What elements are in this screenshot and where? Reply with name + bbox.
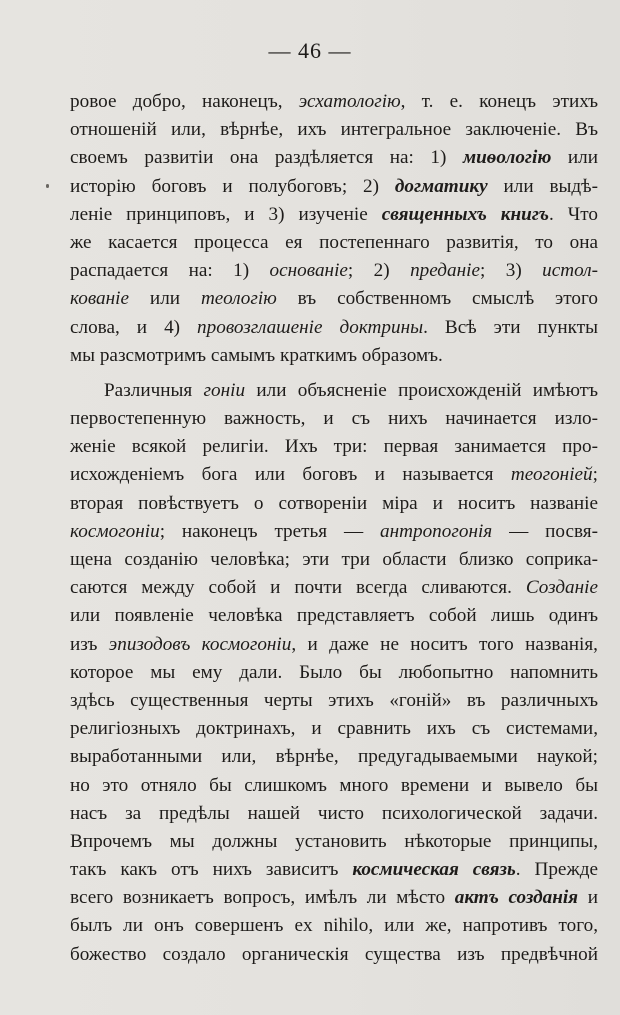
text-line (70, 941, 598, 969)
text-segment: или (551, 147, 598, 169)
text-line (70, 772, 598, 800)
text-segment: или выдѣ- (487, 175, 598, 197)
text-segment: ; (592, 464, 598, 486)
text-segment: въ собственномъ смыслѣ этого (276, 288, 598, 310)
text-line (70, 546, 598, 574)
text-segment: былъ ли онъ совершенъ ex nihilo, или же, напротивъ того, (70, 915, 598, 937)
text-segment: . Что (549, 203, 598, 225)
text-segment: женіе всякой религіи. Ихъ три: первая занимается про- (70, 436, 598, 458)
text-segment: Различныя (104, 379, 204, 401)
text-segment: . Всѣ эти пункты (423, 316, 598, 338)
text-line (70, 285, 598, 313)
text-line (70, 884, 598, 912)
text-line (70, 856, 598, 884)
text-line (70, 201, 598, 229)
text-line (70, 574, 598, 602)
italic-term: космогоніи (70, 520, 160, 542)
text-line (70, 659, 598, 687)
italic-term: антропогонія (380, 520, 493, 542)
print-speck (46, 184, 49, 188)
text-segment: изъ (70, 633, 109, 655)
text-segment: исхожденіемъ бога или боговъ и называется (70, 464, 511, 486)
text-segment: распадается на: 1) (70, 260, 270, 282)
bold-italic-term: космическая связь (352, 859, 516, 881)
text-line (70, 912, 598, 940)
italic-term: гоніи (203, 379, 246, 401)
text-segment: и (578, 887, 598, 909)
text-line (70, 715, 598, 743)
text-segment: но это отняло бы слишкомъ много времени и вывело бы (70, 774, 598, 796)
text-segment: , и даже не носитъ того названія, (291, 633, 598, 655)
text-segment: ровое добро, наконецъ, (70, 91, 299, 112)
text-segment: вторая повѣствуетъ о сотвореніи міра и носитъ названіе (70, 492, 598, 514)
page-number: — 46 — (268, 38, 352, 63)
italic-term: Созданіе (525, 577, 598, 599)
text-segment: ; 3) (479, 260, 543, 282)
text-line (70, 144, 598, 172)
text-line (70, 116, 598, 144)
text-segment: или (129, 288, 201, 310)
italic-term: эсхатологію (298, 91, 401, 112)
italic-term: теологію (200, 288, 277, 310)
body-text (70, 88, 598, 969)
text-line (70, 173, 598, 201)
bold-italic-term: догматику (394, 175, 488, 197)
italic-term: основаніе (269, 260, 348, 282)
text-line (70, 631, 598, 659)
text-line (70, 800, 598, 828)
text-segment: здѣсь существенныя черты этихъ «гоній» въ различныхъ (70, 689, 598, 711)
text-segment: всего возникаетъ вопросъ, имѣлъ ли мѣсто (70, 887, 455, 909)
bold-italic-term: священныхъ книгъ (381, 203, 550, 225)
italic-term: кованіе (70, 288, 129, 310)
text-segment: саются между собой и почти всегда сливаются. (70, 577, 526, 599)
text-segment: — посвя- (492, 520, 598, 542)
text-line (70, 602, 598, 630)
text-segment: выработанными или, вѣрнѣе, предугадываемыми наукой; (70, 746, 598, 768)
text-segment: щена созданію человѣка; эти три области близко соприка- (70, 549, 598, 570)
text-line (70, 314, 598, 342)
text-line (70, 377, 598, 405)
text-line (70, 257, 598, 285)
text-line (70, 433, 598, 461)
bold-italic-term: миѳологію (462, 147, 552, 169)
text-segment: первостепенную важность, и съ нихъ начинается изло- (70, 408, 598, 430)
text-segment: же касается процесса ея постепеннаго развитія, то она (70, 231, 598, 253)
text-segment: мы разсмотримъ самымъ краткимъ образомъ. (70, 344, 443, 366)
text-segment: , т. е. конецъ этихъ (400, 91, 599, 112)
text-line (70, 461, 598, 489)
text-line (70, 490, 598, 518)
text-segment: леніе принциповъ, и 3) изученіе (70, 203, 382, 225)
bold-italic-term: актъ созданія (454, 887, 579, 909)
text-segment: ; 2) (347, 260, 411, 282)
text-segment: божество создало органическія существа изъ предвѣчной (70, 943, 598, 965)
text-line (70, 88, 598, 116)
text-line (70, 743, 598, 771)
italic-term: теогоніей (510, 464, 593, 486)
text-line (70, 405, 598, 433)
text-segment: отношеній или, вѣрнѣе, ихъ интегральное заключеніе. Въ (70, 119, 598, 141)
text-segment: или появленіе человѣка представляетъ собой лишь одинъ (70, 605, 598, 627)
italic-term: преданіе (410, 260, 480, 282)
text-line (70, 828, 598, 856)
text-segment: своемъ развитіи она раздѣляется на: 1) (70, 147, 463, 169)
italic-term: истол- (542, 260, 598, 282)
text-segment: такъ какъ отъ нихъ зависитъ (70, 859, 353, 881)
italic-term: провозглашеніе доктрины (197, 316, 424, 338)
text-line (70, 687, 598, 715)
text-segment: или объясненіе происхожденій имѣютъ (245, 379, 598, 401)
text-segment: исторію боговъ и полубоговъ; 2) (70, 175, 395, 197)
text-segment: Впрочемъ мы должны установить нѣкоторые принципы, (70, 830, 598, 852)
text-line (70, 229, 598, 257)
text-segment: насъ за предѣлы нашей чисто психологической задачи. (70, 802, 598, 824)
text-segment: которое мы ему дали. Было бы любопытно напомнить (70, 661, 598, 683)
text-line (70, 518, 598, 546)
text-segment: религіозныхъ доктринахъ, и сравнить ихъ съ системами, (70, 718, 598, 740)
italic-term: эпизодовъ космогоніи (108, 633, 292, 655)
text-segment: слова, и 4) (70, 316, 198, 338)
text-segment: ; наконецъ третья — (159, 520, 381, 542)
text-line (70, 342, 598, 370)
text-segment: . Прежде (515, 859, 598, 881)
